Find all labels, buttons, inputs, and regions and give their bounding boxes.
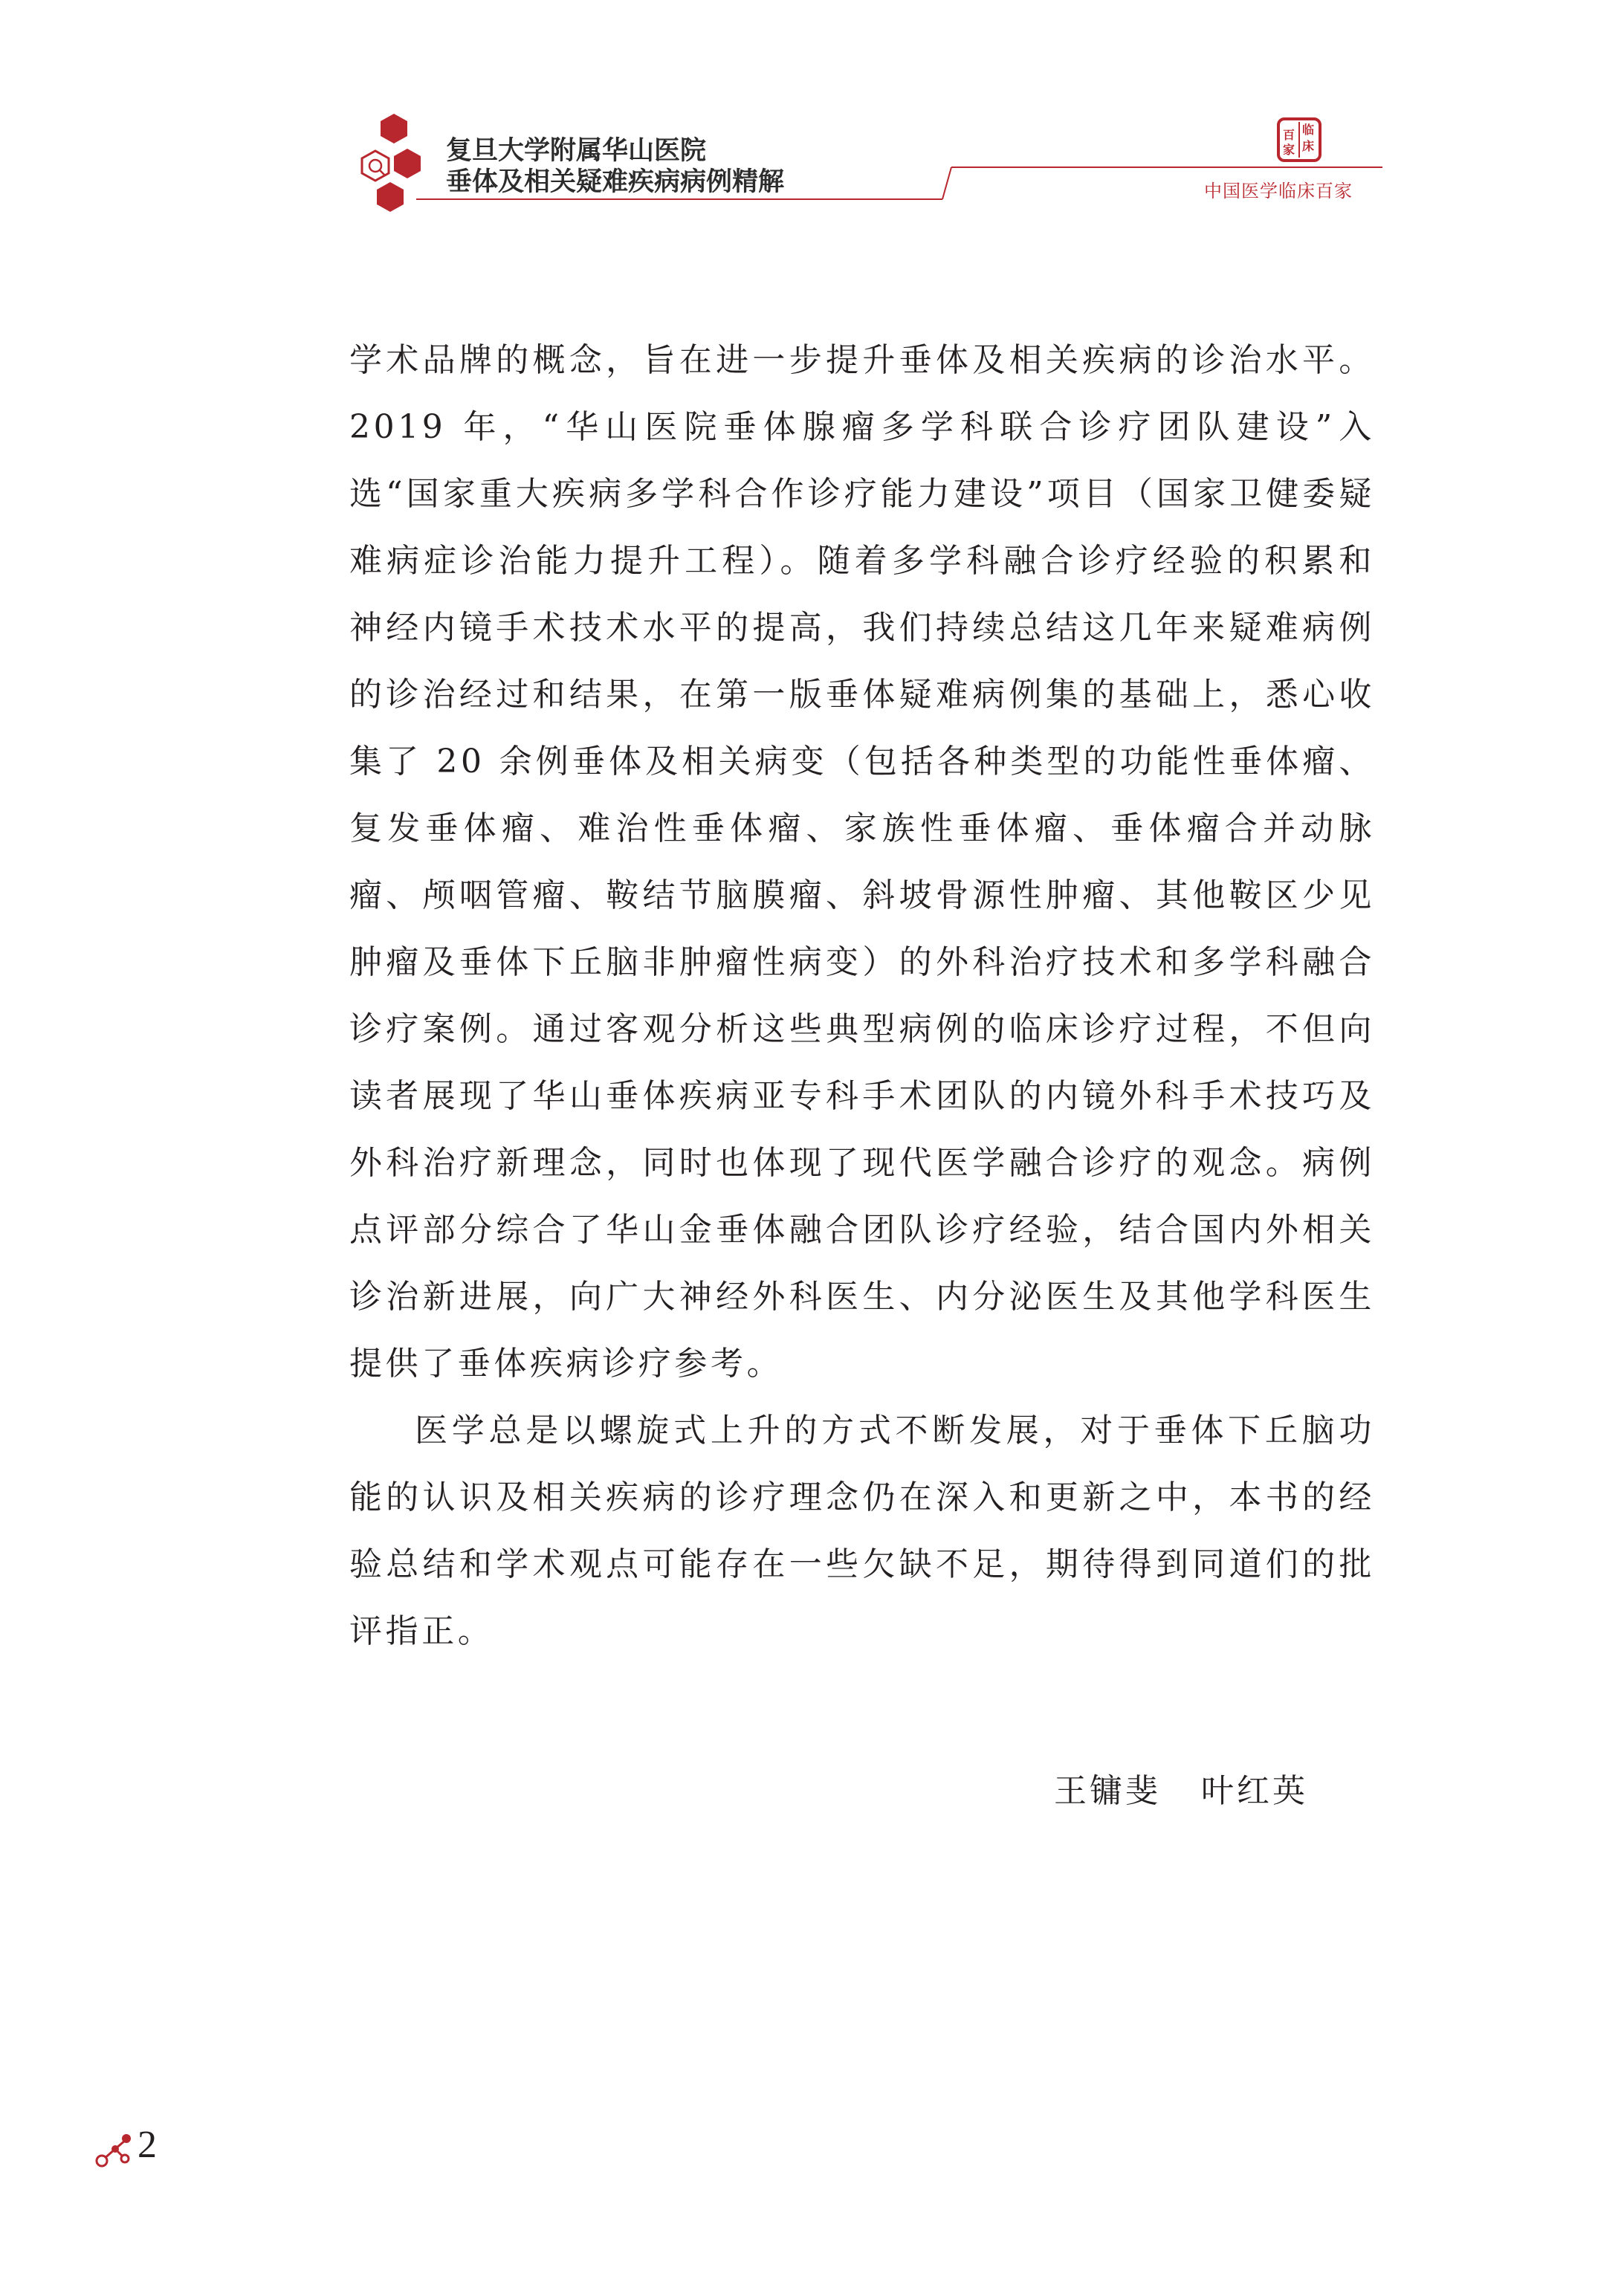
- header-rule: [0, 0, 1624, 223]
- page-number: 2: [138, 2124, 157, 2166]
- molecule-icon: [93, 2130, 134, 2171]
- hexagon-logo-icon: [349, 108, 453, 227]
- preface-body: [349, 327, 1375, 1665]
- series-seal-icon: [1277, 117, 1321, 162]
- seal-char-3: 床: [1302, 139, 1315, 153]
- book-title-line1: 复旦大学附属华山医院: [446, 136, 707, 166]
- seal-char-0: 百: [1283, 128, 1295, 142]
- seal-char-2: 家: [1283, 143, 1295, 157]
- book-title-line2: 垂体及相关疑难疾病病例精解: [446, 167, 785, 197]
- series-name: 中国医学临床百家: [1204, 181, 1353, 201]
- paragraph-1: 学术品牌的概念，旨在进一步提升垂体及相关疾病的诊治水平。2019 年，“华山医院垂体腺瘤多学科联合诊疗团队建设”入选“国家重大疾病多学科合作诊疗能力建设”项目（国家卫健委疑难病症诊治能力提升工程）。随着多学科融合诊疗经验的积累和神经内镜手术技术水平的提高，我们持续总结这几年来疑难病例的诊治经过和结果，在第一版垂体疑难病例集的基础上，悉心收集了 20 余例垂体及相关病变（包括各种类型的功能性垂体瘤、复发垂体瘤、难治性垂体瘤、家族性垂体瘤、垂体瘤合并动脉瘤、颅咽管瘤、鞍结节脑膜瘤、斜坡骨源性肿瘤、其他鞍区少见肿瘤及垂体下丘脑非肿瘤性病变）的外科治疗技术和多学科融合诊疗案例。通过客观分析这些典型病例的临床诊疗过程，不但向读者展现了华山垂体疾病亚专科手术团队的内镜外科手术技巧及外科治疗新理念，同时也体现了现代医学融合诊疗的观念。病例点评部分综合了华山金垂体融合团队诊疗经验，结合国内外相关诊治新进展，向广大神经外科医生、内分泌医生及其他学科医生提供了垂体疾病诊疗参考。: [349, 341, 1375, 1383]
- signature: 王镛斐 叶红英: [1054, 1772, 1308, 1810]
- seal-char-1: 临: [1302, 123, 1315, 137]
- book-title: [446, 135, 784, 198]
- paragraph-2: 医学总是以螺旋式上升的方式不断发展，对于垂体下丘脑功能的认识及相关疾病的诊疗理念仍在深入和更新之中，本书的经验总结和学术观点可能存在一些欠缺不足，期待得到同道们的批评指正。: [349, 1412, 1375, 1650]
